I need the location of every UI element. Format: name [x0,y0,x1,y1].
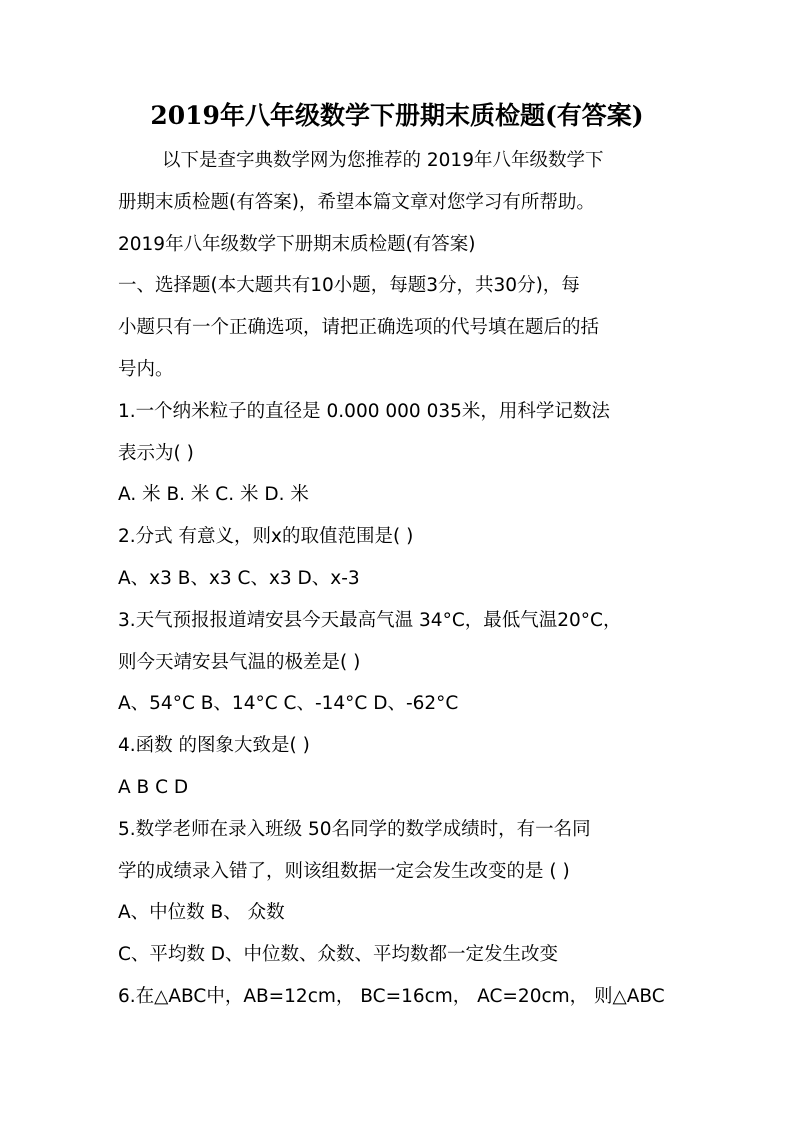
question-5-text: 5.数学老师在录入班级 50名同学的数学成绩时，有一名同 [118,818,591,840]
question-5-options: C、平均数 D、中位数、众数、平均数都一定发生改变 [118,944,559,966]
question-6-text: 6.在△ABC中，AB=12cm， BC=16cm， AC=20cm， 则△ABC [118,985,665,1007]
question-1-text: 表示为( ) [118,442,194,464]
intro-paragraph-line: 册期末质检题(有答案)，希望本篇文章对您学习有所帮助。 [118,191,595,213]
question-4-text: 4.函数 的图象大致是( ) [118,735,310,757]
question-3-options: A、54°C B、14°C C、-14°C D、-62°C [118,693,459,715]
document-title: 2019年八年级数学下册期末质检题(有答案) [150,101,644,130]
question-3-text: 3.天气预报报道靖安县今天最高气温 34°C，最低气温20°C， [118,609,622,631]
question-3-text: 则今天靖安县气温的极差是( ) [118,651,361,673]
question-5-options: A、中位数 B、 众数 [118,902,285,924]
question-1-options: A. 米 B. 米 C. 米 D. 米 [118,484,309,506]
section-heading-line: 号内。 [118,358,174,380]
question-2-options: A、x3 B、x3 C、x3 D、x-3 [118,567,360,589]
section-heading-line: 小题只有一个正确选项，请把正确选项的代号填在题后的括 [118,317,600,339]
question-2-text: 2.分式 有意义，则x的取值范围是( ) [118,526,414,548]
section-subtitle: 2019年八年级数学下册期末质检题(有答案) [118,233,476,255]
intro-paragraph-line: 以下是查字典数学网为您推荐的 2019年八年级数学下 [162,150,604,171]
question-1-text: 1.一个纳米粒子的直径是 0.000 000 035米，用科学记数法 [118,400,610,422]
document-body [118,140,678,1018]
question-4-options: A B C D [118,776,189,798]
section-heading-line: 一、选择题(本大题共有10小题，每题3分，共30分)，每 [118,275,580,297]
question-5-text: 学的成绩录入错了，则该组数据一定会发生改变的是 ( ) [118,860,570,882]
